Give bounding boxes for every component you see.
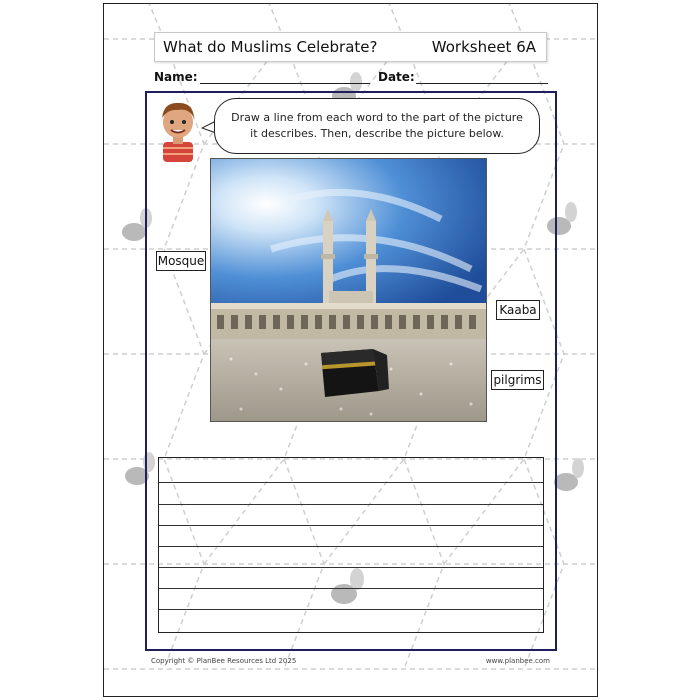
label-pilgrims[interactable]: [491, 370, 544, 390]
title-bar: [154, 32, 547, 62]
writing-line: [159, 588, 543, 589]
name-date-row: [154, 70, 549, 86]
boy-avatar-icon: [156, 98, 200, 162]
writing-line: [159, 546, 543, 547]
writing-line: [159, 525, 543, 526]
worksheet-code: Worksheet 6A: [431, 38, 536, 56]
label-mosque-text: Mosque: [157, 254, 205, 268]
footer-website[interactable]: www.planbee.com: [485, 657, 550, 665]
date-label: Date:: [378, 70, 415, 84]
writing-area[interactable]: [158, 457, 544, 633]
label-mosque[interactable]: [156, 251, 206, 271]
instruction-text: Draw a line from each word to the part of the picture it describes. Then, describe the picture below.: [231, 111, 523, 140]
name-label: Name:: [154, 70, 198, 84]
writing-line: [159, 567, 543, 568]
writing-line: [159, 609, 543, 610]
instruction-bubble: [214, 98, 540, 154]
worksheet-page: [103, 3, 598, 697]
footer-copyright: Copyright © PlanBee Resources Ltd 2025: [151, 657, 297, 665]
writing-line: [159, 504, 543, 505]
worksheet-title: What do Muslims Celebrate?: [163, 38, 378, 56]
date-line[interactable]: [416, 83, 548, 84]
writing-line: [159, 482, 543, 483]
label-kaaba[interactable]: [496, 300, 540, 320]
label-pilgrims-text: pilgrims: [493, 373, 542, 387]
label-kaaba-text: Kaaba: [499, 303, 537, 317]
name-line[interactable]: [200, 83, 370, 84]
kaaba-photo: [210, 158, 487, 422]
